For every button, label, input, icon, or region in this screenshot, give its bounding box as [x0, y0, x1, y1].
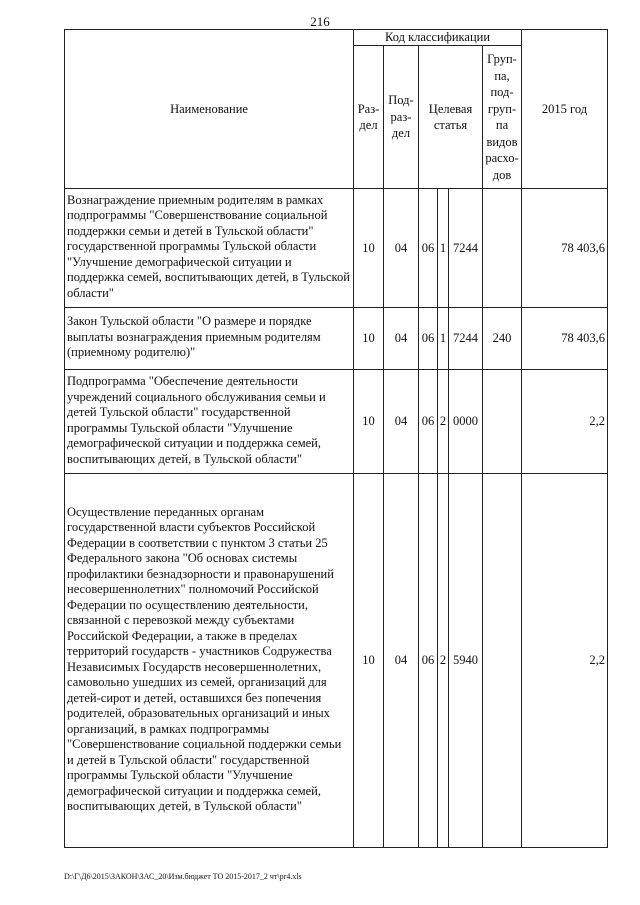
- row-ts3: 7244: [449, 308, 483, 370]
- row-vr: [483, 189, 522, 308]
- row-ts3: 5940: [449, 474, 483, 848]
- row-name: Закон Тульской области "О размере и порядке выплаты вознаграждения приемным родителям (приемному родителю)": [65, 308, 354, 370]
- row-podrazdel: 04: [384, 370, 419, 474]
- header-code: Код классификации: [354, 30, 522, 46]
- row-amount: 78 403,6: [522, 308, 608, 370]
- row-amount: 78 403,6: [522, 189, 608, 308]
- row-ts3: 0000: [449, 370, 483, 474]
- row-ts1: 06: [419, 474, 438, 848]
- header-gruppa: Груп- па, под- груп- па видов расхо- дов: [483, 46, 522, 189]
- row-amount: 2,2: [522, 474, 608, 848]
- row-ts1: 06: [419, 189, 438, 308]
- table-row: [65, 189, 608, 308]
- row-amount: 2,2: [522, 370, 608, 474]
- row-razdel: 10: [354, 308, 384, 370]
- row-ts2: 2: [438, 370, 449, 474]
- row-razdel: 10: [354, 370, 384, 474]
- row-ts2: 1: [438, 308, 449, 370]
- row-ts1: 06: [419, 370, 438, 474]
- row-podrazdel: 04: [384, 308, 419, 370]
- row-ts3: 7244: [449, 189, 483, 308]
- row-vr: [483, 370, 522, 474]
- table-row: [65, 474, 608, 848]
- row-podrazdel: 04: [384, 189, 419, 308]
- header-name: Наименование: [65, 30, 354, 189]
- table-row: [65, 308, 608, 370]
- footer-file-path: D:\Г\Д6\2015\ЗАКОН\ЗАС_20\Изм.бюджет ТО 2015-2017_2 чт\pr4.xls: [64, 872, 302, 881]
- row-name: Вознаграждение приемным родителям в рамках подпрограммы "Совершенствование социальной поддержки семьи и детей в Тульской области" государственной программы Тульской области "Улучшение демографической ситуации и поддержка семей, воспитывающих детей, в Тульской области": [65, 189, 354, 308]
- row-name: Осуществление переданных органам государственной власти субъектов Российской Федерации в соответствии с пунктом 3 статьи 25 Федерального закона "Об основах системы профилактики безнадзорности и правонарушений несовершеннолетних" полномочий Российской Федерации по осуществлению деятельности, связанной с перевозкой между субъектами Российской Федерации, а также в пределах территорий государств - участников Содружества Независимых Государств несовершеннолетних, самовольно ушедших из семей, организаций для детей-сирот и детей, оставшихся без попечения родителей, образовательных организаций и иных организаций, в рамках подпрограммы "Совершенствование социальной поддержки семьи и детей в Тульской области" государственной программы Тульской области "Улучшение демографической ситуации и поддержка семей, воспитывающих детей, в Тульской области": [65, 474, 354, 848]
- header-row-1: [65, 30, 608, 46]
- header-year: 2015 год: [522, 30, 608, 189]
- row-vr: 240: [483, 308, 522, 370]
- row-razdel: 10: [354, 474, 384, 848]
- row-name: Подпрограмма "Обеспечение деятельности учреждений социального обслуживания семьи и детей Тульской области" государственной программы Тульской области "Улучшение демографической ситуации и поддержка семей, воспитывающих детей, в Тульской области": [65, 370, 354, 474]
- header-tselevaya: Целевая статья: [419, 46, 483, 189]
- page-number: 216: [310, 14, 330, 29]
- header-podrazdel: Под- раз- дел: [384, 46, 419, 189]
- row-podrazdel: 04: [384, 474, 419, 848]
- row-ts1: 06: [419, 308, 438, 370]
- row-ts2: 2: [438, 474, 449, 848]
- header-razdel: Раз- дел: [354, 46, 384, 189]
- row-razdel: 10: [354, 189, 384, 308]
- budget-table: [64, 29, 608, 848]
- table-row: [65, 370, 608, 474]
- row-ts2: 1: [438, 189, 449, 308]
- row-vr: [483, 474, 522, 848]
